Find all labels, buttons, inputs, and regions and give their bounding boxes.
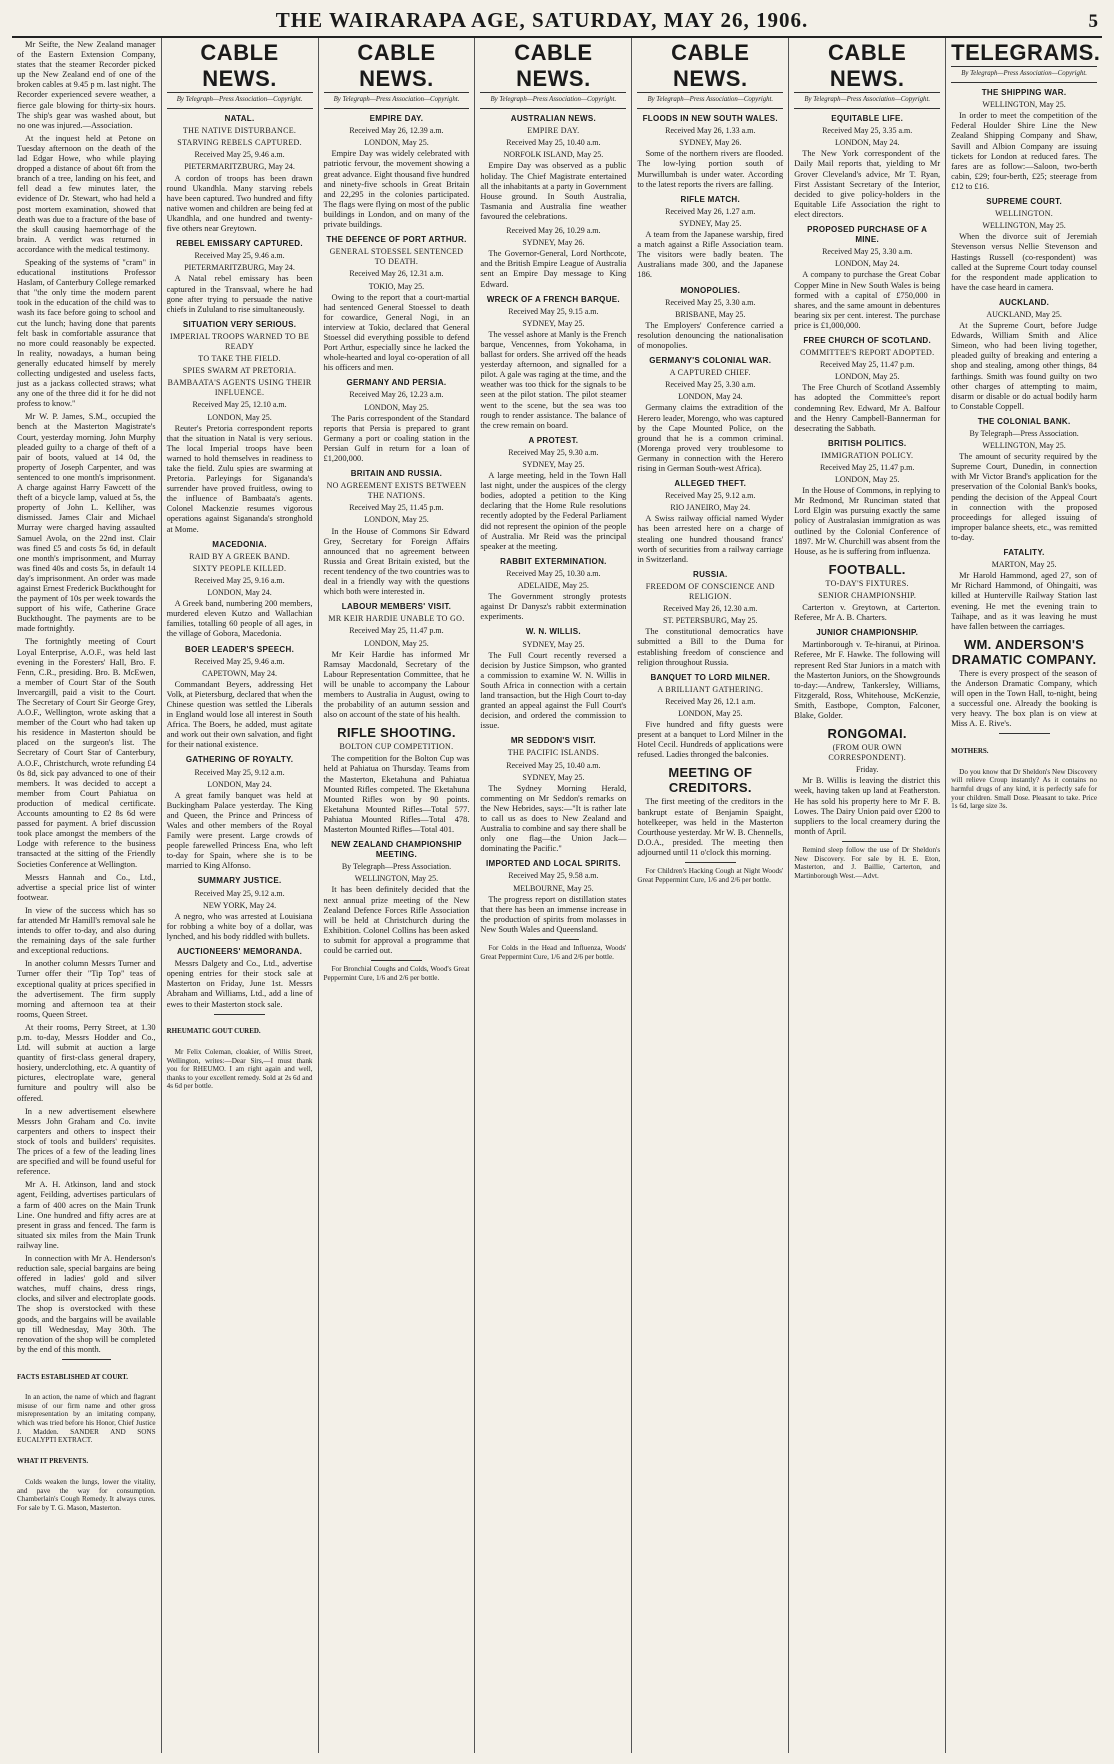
divider xyxy=(842,841,893,842)
news-body: The Full Court recently reversed a decision by Justice Simpson, who granted a commission to examine W. N. Willis in South Africa in connection with a certain land transaction, but the High Court to-day granted an appeal against the Full Court's decision, and ordered the commission to issue. xyxy=(480,650,627,731)
news-subheading: MR KEIR HARDIE UNABLE TO GO. xyxy=(328,614,465,624)
news-headline: EQUITABLE LIFE. xyxy=(831,114,904,124)
news-headline: IMPORTED AND LOCAL SPIRITS. xyxy=(485,859,621,869)
news-headline: FREE CHURCH OF SCOTLAND. xyxy=(803,335,932,345)
news-item xyxy=(794,336,940,434)
news-body: A large meeting, held in the Town Hall last night, under the auspices of the clergy bodies, adopted a petition to the King declaring that the Home Rule resolutions recently adopted by the Federal Parliament did not represent the opinion of the people of Australia. Mr Reid was the principal speaker at the meeting. xyxy=(480,471,627,551)
cable-news-column-2 xyxy=(319,38,476,1753)
column-header-title: TELEGRAMS. xyxy=(951,40,1101,65)
news-headline: GATHERING OF ROYALTY. xyxy=(185,755,294,765)
news-body: In the House of Commons Sir Edward Grey, Secretary for Foreign Affairs announced that no agreement between Russia and Great Britain existed, but the recent tendency of the two countries was to deal in a friendly way with the questions which both were interested in. xyxy=(323,526,470,597)
advertisement-text: For Colds in the Head and Influenza, Woods' Great Peppermint Cure, 1/6 and 2/6 per bottle. xyxy=(480,944,627,961)
news-headline: THE DEFENCE OF PORT ARTHUR. xyxy=(326,235,467,245)
news-subheading: IMMIGRATION POLICY. xyxy=(821,450,914,460)
dateline-place: LONDON, May 24. xyxy=(207,588,272,598)
dateline-place: LONDON, May 25. xyxy=(364,638,429,648)
received-time: Received May 25, 10.40 a.m. xyxy=(506,138,601,148)
news-item xyxy=(480,859,626,935)
news-item xyxy=(637,286,783,352)
dateline-place: RIO JANEIRO, May 24. xyxy=(670,503,751,513)
column-byline: By Telegraph—Press Association—Copyright. xyxy=(167,92,313,108)
cable-news-column-5 xyxy=(789,38,946,1753)
dateline-place: SYDNEY, May 26. xyxy=(522,238,585,248)
received-time: Received May 26, 10.29 a.m. xyxy=(506,226,601,236)
masthead-title: THE WAIRARAPA AGE, SATURDAY, MAY 26, 1906. xyxy=(275,8,809,32)
news-body: In order to meet the competition of the Federal Houlder Shire Line the New Zealand Shipping Company and Shaw, Savill and Albion Company are issuing tickets for London at reduced fares. The fares are as follow:—Saloon, two-berth cabin, £29; four-berth, £25; steerage from £12 to £16. xyxy=(951,111,1098,191)
news-item xyxy=(951,88,1097,192)
news-paragraph: In another column Messrs Turner and Turner offer their "Tip Top" teas of exceptional quality at prices specified in the advertisement. The firm supply morning and afternoon tea at their rooms, Queen Street. xyxy=(17,959,156,1019)
news-body: A company to purchase the Great Cobar Copper Mine in New South Wales is being formed with a capital of £750,000 in shares, and the same amount in debentures bearing six per cent. interest. The purchase price is £1,000,000. xyxy=(794,270,941,330)
news-item xyxy=(324,378,470,464)
news-body: The Governor-General, Lord Northcote, and the British Empire League of Australia sent an Empire Day message to King Edward. xyxy=(480,249,627,289)
received-time: Received May 26, 12.39 a.m. xyxy=(349,126,444,136)
news-item xyxy=(794,114,940,220)
news-item xyxy=(480,295,626,431)
divider xyxy=(214,1014,265,1015)
received-time: Received May 25, 3.30 a.m. xyxy=(665,297,756,307)
news-paragraph: Speaking of the systems of "cram" in educational institutions Professor Haslam, of Canterbury College remarked that "the only time the modern parent took in the education of the child was to wash its face before going to school and cut the lunch; having done that parents felt bask in comfortable assurance that no more could reasonably be expected. In reality, nowadays, a human being generally educated himself by merely collecting undigested and useless facts, just as a jackass collected straws; what any one of the three did it for he did not profess to know." xyxy=(17,257,156,409)
news-body: There is every prospect of the season of the Anderson Dramatic Company, which will open in the Town Hall, to-night, being a successful one. Already the booking is very heavy. The box plan is on view at Miss A. E. Rive's. xyxy=(951,668,1098,729)
news-headline: GERMANY AND PERSIA. xyxy=(346,378,447,388)
column-byline: By Telegraph—Press Association—Copyright. xyxy=(324,92,470,108)
news-item xyxy=(480,436,626,552)
column-byline: By Telegraph—Press Association—Copyright. xyxy=(951,66,1097,82)
news-body: The Paris correspondent of the Standard reports that Persia is prepared to grant Germany a port or coaling station in the Persian Gulf in return for a loan of £1,200,000. xyxy=(323,413,470,463)
news-paragraph: At the inquest held at Petone on Tuesday afternoon on the death of the lad Edgar Howe, who while playing dropped a distance of about 6ft from the branch of a tree, landing on his feet, and fell dead a few minutes later, the evidence of Dr. Stewart, who had held a post mortem examination, showed that death was due to a fracture of the base of the skull causing haemorrhage of the brain. A verdict was returned in accordance with the medical testimony. xyxy=(17,133,156,254)
news-headline: WM. ANDERSON'S DRAMATIC COMPANY. xyxy=(951,636,1097,667)
received-time: Received May 25, 11.47 p.m. xyxy=(820,463,915,472)
received-time: Received May 25, 9.46 a.m. xyxy=(194,150,285,160)
news-headline: THE SHIPPING WAR. xyxy=(981,88,1067,98)
advertisement-text: For Bronchial Coughs and Colds, Wood's Great Peppermint Cure, 1/6 and 2/6 per bottle. xyxy=(323,965,470,982)
news-subheading: WELLINGTON. xyxy=(995,209,1054,219)
received-time: Received May 25, 9.12 a.m. xyxy=(665,491,756,501)
news-item xyxy=(480,226,626,290)
dateline-place: ADELAIDE, May 25. xyxy=(517,581,589,591)
dateline-place: LONDON, May 25. xyxy=(364,138,429,148)
news-body: Commandant Beyers, addressing Het Volk, at Pietersburg, declared that when the Chinese question was settled the Liberals in England would lose all interest in South Africa. The Boers, he added, must agitate and work out their own salvation, and fight for their national existence. xyxy=(166,679,313,750)
dateline-place: AUCKLAND, May 25. xyxy=(986,309,1062,319)
news-headline: SUMMARY JUSTICE. xyxy=(197,876,282,886)
news-headline: WRECK OF A FRENCH BARQUE. xyxy=(486,294,620,304)
advertisement-text: For Children's Hacking Cough at Night Woods' Great Peppermint Cure, 1/6 and 2/6 per bottle. xyxy=(637,867,784,884)
news-subheading: GENERAL STOESSEL SENTENCED TO DEATH. xyxy=(329,247,464,267)
advertisement-text: Remind sleep follow the use of Dr Sheldon's New Discovery. For sale by H. E. Eton, Masterton, and J. Baillie, Carterton, and Martinborough West.—Advt. xyxy=(794,845,941,880)
received-time: Received May 25, 9.12 a.m. xyxy=(194,767,285,777)
column-header-title: CABLE NEWS. xyxy=(357,40,436,91)
news-paragraph: Mr W. P. James, S.M., occupied the bench at the Masterton Magistrate's Court, yesterday morning. John Murphy pleaded guilty to a charge of theft of a pair of boots, valued at 14 0d, the property of Joseph Carpenter, and was sentenced to one month's imprisonment. A charge against Harry Fawcett of the theft of a bicycle lamp, valued at 5s, the property of John L. Kelliher, was dismissed. James Clair and Michael Murray were charged having assaulted Samuel Avola, on the 22nd inst. Clair was fined £5 and costs 5s 6d, in default one month's imprisonment, and Murray was fined 40s and costs 5s, in default 14 day's imprisonment. An order was made against Ernest Frederick Buckthought for the payment of 10s per week towards the support of his wife, Catherine Grace Buckthought. The payments are to be made fortnightly. xyxy=(17,412,156,634)
news-body: A Natal rebel emissary has been captured in the Transvaal, where he had gone after trying to persuade the native chiefs in Zululand to rise simultaneously. xyxy=(166,274,313,314)
column-header-title: CABLE NEWS. xyxy=(200,40,279,91)
received-time: Received May 26, 12.31 a.m. xyxy=(349,269,444,279)
received-time: Received May 25, 11.47 p.m. xyxy=(820,360,915,370)
ad-heading: MOTHERS. xyxy=(951,746,989,755)
advertisement-text: In an action, the name of which and flagrant misuse of our firm name and other gross misrepresentation by an imitating company, which was tried before his Honor, Chief Justice J. Madden. SANDER AND SONS EUCALYPTI EXTRACT. xyxy=(17,1393,156,1445)
news-headline: THE COLONIAL BANK. xyxy=(977,416,1071,426)
news-subheading: THE NATIVE DISTURBANCE. xyxy=(182,126,297,136)
news-headline: BANQUET TO LORD MILNER. xyxy=(650,672,771,682)
news-subheading: SENIOR CHAMPIONSHIP. xyxy=(818,590,917,600)
column-header xyxy=(480,40,626,109)
news-body: The progress report on distillation states that there has been an immense increase in the production of spirits from molasses in New South Wales and Queensland. xyxy=(480,894,627,934)
news-body: When the divorce suit of Jeremiah Stevenson versus Nellie Stevenson and Hastings Russell (co-respondent) was called at the Supreme Court today counsel for the respondent made application to have the case heard in camera. xyxy=(951,232,1098,292)
news-headline: BRITAIN AND RUSSIA. xyxy=(350,469,443,479)
received-time: Received May 26, 12.1 a.m. xyxy=(665,696,756,706)
news-item xyxy=(167,876,313,942)
news-body: Germany claims the extradition of the Herero leader, Morengo, who was captured by the Cape Mounted Police, on the ground that he is a common criminal. (Morenga proved very troublesome to Germany in connection with the Herero rising in German South-west Africa). xyxy=(637,403,784,473)
news-paragraph: In connection with Mr A. Henderson's reduction sale, special bargains are being offered in ladies' gold and silver watches, muff chains, dress rings, clocks, and silver and electroplate goods. The shop is overstocked with these goods, and the bargains will be available up till Wednesday, May 30th. The renovation of the shop will be completed by the end of this month. xyxy=(17,1253,156,1354)
news-body: A cordon of troops has been drawn round Ukandhla. Many starving rebels have been captured. Two hundred and fifty native women and children are being fed at Ukandhla, and one hundred and twenty-five others near Greytown. xyxy=(166,173,313,234)
dateline-place: CAPETOWN, May 24. xyxy=(202,668,278,678)
dateline-place: PIETERMARITZBURG, May 24. xyxy=(184,162,295,172)
dateline-place: NORFOLK ISLAND, May 25. xyxy=(503,150,604,160)
news-body: Empire Day was observed as a public holiday. The Chief Magistrate entertained all the inhabitants at a party in Government House ground. In South Australia, Tasmania and Australia fine weather favoured the celebrations. xyxy=(480,161,627,221)
divider xyxy=(685,862,736,863)
cable-news-column-1 xyxy=(162,38,319,1753)
dateline-place: LONDON, May 25. xyxy=(207,412,272,422)
news-body: In the House of Commons, in replying to Mr Redmond, Mr Runciman stated that Lord Elgin was pursuing exactly the same policy of Australasian immigration as was outlined by the Colonial Conference of 1897. Mr W. Churchill was absent from the House, as he is suffering from influenza. xyxy=(794,486,941,556)
news-item xyxy=(951,417,1097,543)
columns xyxy=(12,38,1102,1753)
news-headline: AUCTIONEERS' MEMORANDA. xyxy=(176,947,303,957)
news-body: Mr Keir Hardie has informed Mr Ramsay Macdonald, Secretary of the Labour Representation Committee, that he will be unable to accompany the Labour members to Australia in August, owing to the probability of an autumn session and also on account of the state of his health. xyxy=(323,649,470,720)
dateline-place: WELLINGTON, May 25. xyxy=(982,100,1066,110)
news-item xyxy=(637,356,783,474)
column-header-title: CABLE NEWS. xyxy=(828,40,907,91)
news-body: The vessel ashore at Manly is the French barque, Vencennes, from Yokohama, in ballast for orders. She arrived off the heads yesterday afternoon, and signalled for a pilot. A gale was raging at the time, and the weather was too thick for the signals to be seen at the pilot station. The pilot steamer went to the scene, but the sea was too rough to render assistance. The balance of the crew remain on board. xyxy=(480,329,627,430)
news-item xyxy=(324,114,470,230)
column-header-title: CABLE NEWS. xyxy=(671,40,750,91)
column-header xyxy=(951,40,1101,83)
ad-heading: WHAT IT PREVENTS. xyxy=(17,1457,89,1466)
cable-news-column-3 xyxy=(475,38,632,1753)
news-headline: BRITISH POLITICS. xyxy=(827,438,907,448)
received-time: Received May 25, 10.40 a.m. xyxy=(506,760,601,770)
news-headline: BOER LEADER'S SPEECH. xyxy=(185,644,295,654)
news-item xyxy=(951,548,1097,632)
news-headline: NATAL. xyxy=(224,114,255,124)
dateline-place: BRISBANE, May 25. xyxy=(675,309,746,319)
received-time: Received May 25, 9.15 a.m. xyxy=(508,306,599,316)
column-byline: By Telegraph—Press Association—Copyright. xyxy=(637,92,783,108)
news-item xyxy=(167,947,313,1010)
news-body: A negro, who was arrested at Louisiana for robbing a white boy of a dollar, was lynched, and his body riddled with bullets. xyxy=(166,911,313,941)
news-headline: W. N. WILLIS. xyxy=(525,627,581,637)
column-header xyxy=(637,40,783,109)
news-paragraph: Mr Seifte, the New Zealand manager of the Eastern Extension Company, states that the steamer Recorder picked up the New Zealand end of one of the broken cables at 9.45 p m. last night. The Recorder experienced severe weather, a fierce gale blowing for thirty-six hours. The ship's gear was washed about, but no one was injured.—Association. xyxy=(17,40,156,130)
news-item xyxy=(637,195,783,281)
news-body: The Government strongly protests against Dr Danysz's rabbit extermination experiments. xyxy=(480,592,627,622)
item-byline: By Telegraph—Press Association. xyxy=(341,862,452,872)
news-headline: RIFLE SHOOTING. xyxy=(337,725,456,741)
news-item xyxy=(480,557,626,623)
news-headline: FLOODS IN NEW SOUTH WALES. xyxy=(642,114,778,124)
divider xyxy=(999,733,1050,734)
news-paragraph: Messrs Hannah and Co., Ltd., advertise a special price list of winter footwear. xyxy=(17,872,156,902)
news-item xyxy=(637,673,783,761)
dateline-place: LONDON, May 24. xyxy=(207,779,272,789)
dateline-place: LONDON, May 24. xyxy=(834,259,900,269)
news-item xyxy=(167,755,313,871)
received-time: Received May 25, 9.58 a.m. xyxy=(508,871,599,881)
news-body: Empire Day was widely celebrated with patriotic fervour, the movement showing a great advance. Eight thousand five hundred and ninety-five schools in Great Britain and 22,295 in the colonies participated. The flags were flying on most of the public buildings in London, and on many of the private buildings. xyxy=(323,149,470,230)
news-item xyxy=(637,765,783,858)
received-time: Received May 26, 1.33 a.m. xyxy=(665,126,756,136)
news-headline: NEW ZEALAND CHAMPIONSHIP MEETING. xyxy=(331,840,462,860)
news-item xyxy=(167,114,313,234)
news-body: A Greek band, numbering 200 members, murdered eleven Kutzo and Wallachian families, totalling 60 people of all ages, in the village of Gobora, Macedonia. xyxy=(166,599,313,639)
news-headline: JUNIOR CHAMPIONSHIP. xyxy=(816,628,919,638)
news-headline: A PROTEST. xyxy=(528,435,579,445)
dateline-place: Friday. xyxy=(856,765,879,775)
received-time: Received May 25, 3.30 a.m. xyxy=(822,247,913,257)
news-subheading: TO-DAY'S FIXTURES. xyxy=(825,578,909,588)
page-number: 5 xyxy=(1088,11,1098,32)
divider xyxy=(62,1359,111,1360)
news-headline: SITUATION VERY SERIOUS. xyxy=(182,319,297,329)
dateline-place: LONDON, May 24. xyxy=(678,392,743,402)
news-body: Reuter's Pretoria correspondent reports that the situation in Natal is very serious. The local Imperial troops have been warned to hold themselves in readiness to take the field. Zulu spies are swarming at Pretoria. Parleyings for Sigananda's surrender have proved fruitless, owing to the influence of Bambaata's agents. Colonel Mackenzie resumes vigorous operations against Sigananda's stronghold at Mome. xyxy=(166,423,313,534)
news-headline: MONOPOLIES. xyxy=(680,285,741,295)
news-body: Mr B. Willis is leaving the district this week, having taken up land at Featherston. He has sold his property here to Mr F. B. Lowes. The Dairy Union paid over £200 to suppliers to the local creamery during the month of April. xyxy=(794,776,941,836)
news-headline: ALLEGED THEFT. xyxy=(674,479,747,489)
news-body: Five hundred and fifty guests were present at a banquet to Lord Milner in the Hotel Cecil. Hundreds of applications were refused. Ladies thronged the balconies. xyxy=(637,720,784,760)
news-headline: PROPOSED PURCHASE OF A MINE. xyxy=(807,225,928,245)
column-byline: By Telegraph—Press Association—Copyright. xyxy=(480,92,626,108)
news-headline: AUCKLAND. xyxy=(998,297,1050,307)
news-headline: MACEDONIA. xyxy=(212,539,267,549)
dateline-place: MELBOURNE, May 25. xyxy=(513,883,594,893)
news-body: The competition for the Bolton Cup was held at Pahiatua on Thursday. Teams from the Masterton, Eketahuna and Pahiatua Mounted Rifles competed. The Eketahuna Mounted Rifles won by 90 points. Eketahuna Mounted Rifles—Total 577. Pahiatua Mounted Rifles—Total 478. Masterton Mounted Rifles—Total 401. xyxy=(323,754,470,834)
ad-heading: FACTS ESTABLISHED AT COURT. xyxy=(17,1372,129,1381)
news-subheading: BAMBAATA'S AGENTS USING THEIR INFLUENCE. xyxy=(167,378,312,398)
news-body: The Free Church of Scotland Assembly has adopted the Committee's report condemning Rev. Edward, Mr A. Balfour and the Henry Campbell-Bannerman for desecrating the Sabbath. xyxy=(794,383,941,433)
news-item xyxy=(167,239,313,315)
dateline-place: LONDON, May 25. xyxy=(834,372,900,382)
dateline-place: SYDNEY, May 25. xyxy=(522,318,585,328)
dateline-place: LONDON, May 25. xyxy=(364,402,429,412)
news-subheading: A CAPTURED CHIEF. xyxy=(669,368,751,378)
news-item xyxy=(637,570,783,668)
news-paragraph: The fortnightly meeting of Court Loyal Enterprise, A.O.F., was held last evening in the Foresters' Hall, Bro. F. Fenn, C.R., presiding. Bro. B. McEwen, a member of Court Star of the South Invercargill, paid a visit to the Court. The Secretary of Court Sir George Grey, A.O.F., Wellington, wrote asking that a member of the Court who had taken up his residence in Masterton should be placed on the surgeon's list. The Secretary of Court Star of Canterbury, A.O.F., Christchurch, wrote refunding £4 0s 8d, sick pay advanced to one of their members. It was decided to accept a member from Court Pahiatua on production of medical certificate. Accounts amounting to £2 8s 6d were passed for payment. A brief discussion took place amongst the members of the Lodge with reference to the business transacted at the sitting of the Friendly Societies Conference at Wellington. xyxy=(17,637,156,869)
news-body: The Sydney Morning Herald, commenting on Mr Seddon's remarks on the New Hebrides, says:—"It is rather late to call us as does to New Zealand and Australia to combine and say there shall be only one flag—the Union Jack—dominating the Pacific." xyxy=(480,783,627,854)
column-header xyxy=(324,40,470,109)
column-header xyxy=(167,40,313,109)
news-subheading: TO TAKE THE FIELD. xyxy=(198,354,281,364)
news-item xyxy=(794,562,940,623)
news-body: The Employers' Conference carried a resolution denouncing the nationalisation of monopolies. xyxy=(637,320,784,350)
dateline-place: LONDON, May 25. xyxy=(678,708,743,718)
dateline-place: LONDON, May 24. xyxy=(834,138,900,148)
news-headline: RABBIT EXTERMINATION. xyxy=(500,556,607,566)
news-item xyxy=(951,298,1097,412)
advertisement-text: Colds weaken the lungs, lower the vitality, and pave the way for consumption. Chamberlain's Cough Remedy. It always cures. For sale by T. G. Mason, Masterton. xyxy=(17,1478,156,1512)
news-subheading: NO AGREEMENT EXISTS BETWEEN THE NATIONS. xyxy=(326,481,467,501)
advertisement-text: Do you know that Dr Sheldon's New Discovery will relieve Croup instantly? As it contains no harmful drugs of any kind, it is perfectly safe for your children. Small Dose. Pleasant to take. Price 1s 6d, large size 3s. xyxy=(951,767,1098,811)
cable-news-column-4 xyxy=(632,38,789,1753)
news-subheading: (FROM OUR OWN CORRESPONDENT). xyxy=(828,743,906,763)
news-item xyxy=(324,725,470,835)
news-body: Carterton v. Greytown, at Carterton. Referee, Mr A. B. Charters. xyxy=(794,603,941,623)
column-header xyxy=(794,40,940,109)
dateline-place: SYDNEY, May 25. xyxy=(522,772,585,782)
news-headline: MR SEDDON'S VISIT. xyxy=(510,736,596,746)
news-headline: FATALITY. xyxy=(1003,548,1045,558)
news-headline: REBEL EMISSARY CAPTURED. xyxy=(176,239,303,249)
news-body: A team from the Japanese warship, fired a match against a Rifle Association team. The visitors were badly beaten. The Australians made 300, and the Japanese 186. xyxy=(637,230,784,280)
news-paragraph: In a new advertisement elsewhere Messrs John Graham and Co. invite carpenters and others to inspect their stock of tools and builders' requisites. The prices of a few of the leading lines are specified and will be found useful for reference. xyxy=(17,1106,156,1177)
news-headline: MEETING OF CREDITORS. xyxy=(668,765,753,796)
news-headline: EMPIRE DAY. xyxy=(369,114,424,124)
news-headline: RIFLE MATCH. xyxy=(680,194,740,204)
news-headline: GERMANY'S COLONIAL WAR. xyxy=(649,356,772,366)
dateline-place: WELLINGTON, May 25. xyxy=(982,441,1066,451)
news-body: Owing to the report that a court-martial had sentenced General Stoessel to death for cowardice, General Nogi, in an interview at Tokio, declared that General Stoessel did everything possible to defend Port Arthur, especially since he lacked the whole-hearted and loyal co-operation of all his officers and men. xyxy=(323,292,470,373)
news-headline: AUSTRALIAN NEWS. xyxy=(510,114,596,124)
news-subheading: BOLTON CUP COMPETITION. xyxy=(339,742,454,752)
received-time: Received May 25, 3.30 a.m. xyxy=(665,380,756,390)
masthead xyxy=(12,8,1102,38)
dateline-place: TOKIO, May 25. xyxy=(368,281,425,291)
dateline-place: ST. PETERSBURG, May 25. xyxy=(663,616,758,626)
news-subheading: FREEDOM OF CONSCIENCE AND RELIGION. xyxy=(645,581,775,602)
news-subheading: EMPIRE DAY. xyxy=(527,126,580,136)
news-subheading: SIXTY PEOPLE KILLED. xyxy=(192,563,287,573)
divider xyxy=(371,960,422,961)
news-subheading: A BRILLIANT GATHERING. xyxy=(657,684,764,694)
received-time: Received May 25, 3.35 a.m. xyxy=(822,126,913,136)
received-time: Received May 25, 9.30 a.m. xyxy=(508,447,599,457)
news-item xyxy=(167,645,313,751)
news-body: The constitutional democratics have submitted a Bill to the Duma for establishing freedom of conscience and religion throughout Russia. xyxy=(637,627,784,667)
advertisement-text: Mr Felix Coleman, cloakier, of Willis Street, Wellington, writes:—Dear Sirs,—I must thank you for RHEUMO. I am right again and well, thanks to your excellent remedy. Sold at 2s 6d and 4s 6d per bottle. xyxy=(166,1047,313,1091)
received-time: Received May 25, 9.12 a.m. xyxy=(194,888,285,898)
news-body: Some of the northern rivers are flooded. The low-lying portion south of Murwillumbah is under water. According to the latest reports the rivers are falling. xyxy=(637,149,784,189)
news-item xyxy=(167,540,313,640)
news-item xyxy=(637,479,783,565)
news-subheading: COMMITTEE'S REPORT ADOPTED. xyxy=(799,348,935,358)
dateline-place: LONDON, May 25. xyxy=(834,475,900,485)
news-paragraph: At their rooms, Perry Street, at 1.30 p.m. to-day, Messrs Hodder and Co., Ltd. will submit at auction a large quantity of first-class general drapery, hosiery, underclothing, etc. A quantity of pictures, electroplate ware, general furniture and poultry will also be offered. xyxy=(17,1022,156,1103)
news-subheading: THE PACIFIC ISLANDS. xyxy=(507,748,600,758)
news-subheading: RAID BY A GREEK BAND. xyxy=(189,551,291,561)
news-body: A Swiss railway official named Wyder has been arrested here on a charge of stealing one hundred thousand francs' worth of securities from a railway carriage in Switzerland. xyxy=(637,514,784,564)
received-time: Received May 25, 11.45 p.m. xyxy=(349,503,444,513)
news-headline: SUPREME COURT. xyxy=(986,197,1062,207)
local-news-column xyxy=(12,38,162,1753)
news-subheading: IMPERIAL TROOPS WARNED TO BE READY xyxy=(170,331,310,351)
news-item xyxy=(637,114,783,190)
received-time: Received May 26, 1.27 a.m. xyxy=(665,206,756,216)
ad-heading: RHEUMATIC GOUT CURED. xyxy=(166,1027,261,1036)
news-headline: FOOTBALL. xyxy=(828,561,906,577)
news-body: The first meeting of the creditors in the bankrupt estate of Benjamin Spaight, hotelkeeper, was held in the Masterton Courthouse yesterday. Mr W. B. Chennells, D.O.A., presided. The meeting then adjourned until 11 o'clock this morning. xyxy=(637,797,784,857)
news-paragraph: In view of the success which has so far attended Mr Hamill's removal sale he intends to offer to-day, and also during the remaining days of the sale further and exceptional reductions. xyxy=(17,905,156,956)
news-item xyxy=(794,628,940,721)
news-body: The New York correspondent of the Daily Mail reports that, yielding to Mr Grover Cleveland's advice, Mr T. Ryan, First Assistant Secretary of the Interior, decided to give policy-holders in the Equitable Life Association the right to elect directors. xyxy=(794,149,941,219)
news-body: A great family banquet was held at Buckingham Palace yesterday. The King and Queen, the Prince and Princess of Wales and other members of the Royal Family were present. Large crowds of people farewelled Princess Ena, who left to-day for Spain, where she is to be married to King Alfonso. xyxy=(166,790,313,871)
dateline-place: WELLINGTON, May 25. xyxy=(354,874,439,884)
news-item xyxy=(794,439,940,557)
received-time: Received May 25, 10.30 a.m. xyxy=(506,568,601,578)
dateline-place: NEW YORK, May 24. xyxy=(203,900,277,910)
dateline-place: SYDNEY, May 25. xyxy=(679,218,742,228)
news-item xyxy=(324,602,470,720)
column-byline: By Telegraph—Press Association—Copyright. xyxy=(794,92,940,108)
news-item xyxy=(167,320,313,535)
news-body: Mr Harold Hammond, aged 27, son of Mr Richard Hammond, of Ohingaiti, was killed at Hunterville Railway Station last evening. He met the evening train to Taihape, and as it was leaving he must have fallen between the carriages. xyxy=(951,571,1098,631)
dateline-place: SYDNEY, May 25. xyxy=(522,460,585,469)
received-time: Received May 25, 12.10 a.m. xyxy=(192,400,287,410)
news-item xyxy=(480,114,626,222)
news-item xyxy=(324,469,470,597)
received-time: Received May 26, 12.23 a.m. xyxy=(349,390,444,400)
news-headline: RONGOMAI. xyxy=(827,726,907,742)
divider xyxy=(528,939,579,940)
news-body: It has been definitely decided that the next annual prize meeting of the New Zealand Defence Forces Rifle Association will be held at Christchurch during the Exhibition. Colonel Collins has been asked to submit for approval a programme that could be carried out. xyxy=(323,885,470,956)
received-time: Received May 25, 9.16 a.m. xyxy=(194,575,285,585)
news-item xyxy=(324,235,470,373)
news-item xyxy=(951,637,1097,730)
dateline-place: PIETERMARITZBURG, May 24. xyxy=(184,263,295,273)
news-subheading: SPIES SWARM AT PRETORIA. xyxy=(182,366,297,376)
received-time: Received May 25, 9.46 a.m. xyxy=(194,656,285,666)
news-body: At the Supreme Court, before Judge Edwards, William Smith and Alice Simeon, who had been living together, pleaded guilty of breaking and entering a shop and stealing, among other things, 84 farthings. Smith was found guilty on two other charges of attempting to maim, disarm or disable or do actual bodily harm to Constable Coppell. xyxy=(951,321,1098,411)
dateline-place: SYDNEY, May 25. xyxy=(522,639,585,649)
news-body: The amount of security required by the Supreme Court, Dunedin, in connection with Mr Victor Brand's application for the preservation of the Colonial Bank's books, pending the decision of the Appeal Court in connection with the proposed proceedings for alleged issuing of improper balance sheets, etc., was remitted to-day. xyxy=(951,452,1098,542)
news-headline: RUSSIA. xyxy=(693,569,728,579)
news-body: Martinborough v. Te-hiranui, at Pirinoa. Referee, Mr F. Hawke. The following will represent Red Star Juniors in a match with the Masterton Juniors, on the Showgrounds to-day:—Andrew, Tankersley, Williams, Fitzgerald, Ross, Whitehouse, McKenzie, Smith, Eastbope, Compton, Falconer, Blake, Golder. xyxy=(794,640,941,720)
news-item xyxy=(794,726,940,837)
dateline-place: LONDON, May 25. xyxy=(364,515,429,525)
dateline-place: MARTON, May 25. xyxy=(991,560,1057,570)
news-body: Messrs Dalgety and Co., Ltd., advertise opening entries for their stock sale at Masterton on Friday, June 1st. Messrs Abraham and Williams, Ltd., add a line of ewes to their Masterton stock sale. xyxy=(166,959,313,1009)
item-byline: By Telegraph—Press Association. xyxy=(969,429,1079,438)
received-time: Received May 26, 12.30 a.m. xyxy=(663,604,758,614)
news-headline: LABOUR MEMBERS' VISIT. xyxy=(341,602,452,612)
news-subheading: STARVING REBELS CAPTURED. xyxy=(177,138,302,148)
news-item xyxy=(794,225,940,331)
telegrams-column xyxy=(946,38,1102,1753)
news-paragraph: Mr A. H. Atkinson, land and stock agent, Feilding, advertises particulars of a farm of 400 acres on the Main Trunk Line. One hundred and fifty acres are at present in grass and fenced. The farm is situated six miles from the Main Trunk railway line. xyxy=(17,1180,156,1250)
news-item xyxy=(480,627,626,731)
dateline-place: WELLINGTON, May 25. xyxy=(982,221,1066,231)
news-item xyxy=(480,736,626,854)
column-header-title: CABLE NEWS. xyxy=(514,40,593,91)
news-item xyxy=(951,197,1097,293)
dateline-place: SYDNEY, May 26. xyxy=(679,138,742,148)
received-time: Received May 25, 11.47 p.m. xyxy=(349,626,444,636)
news-item xyxy=(324,840,470,956)
received-time: Received May 25, 9.46 a.m. xyxy=(194,251,285,261)
